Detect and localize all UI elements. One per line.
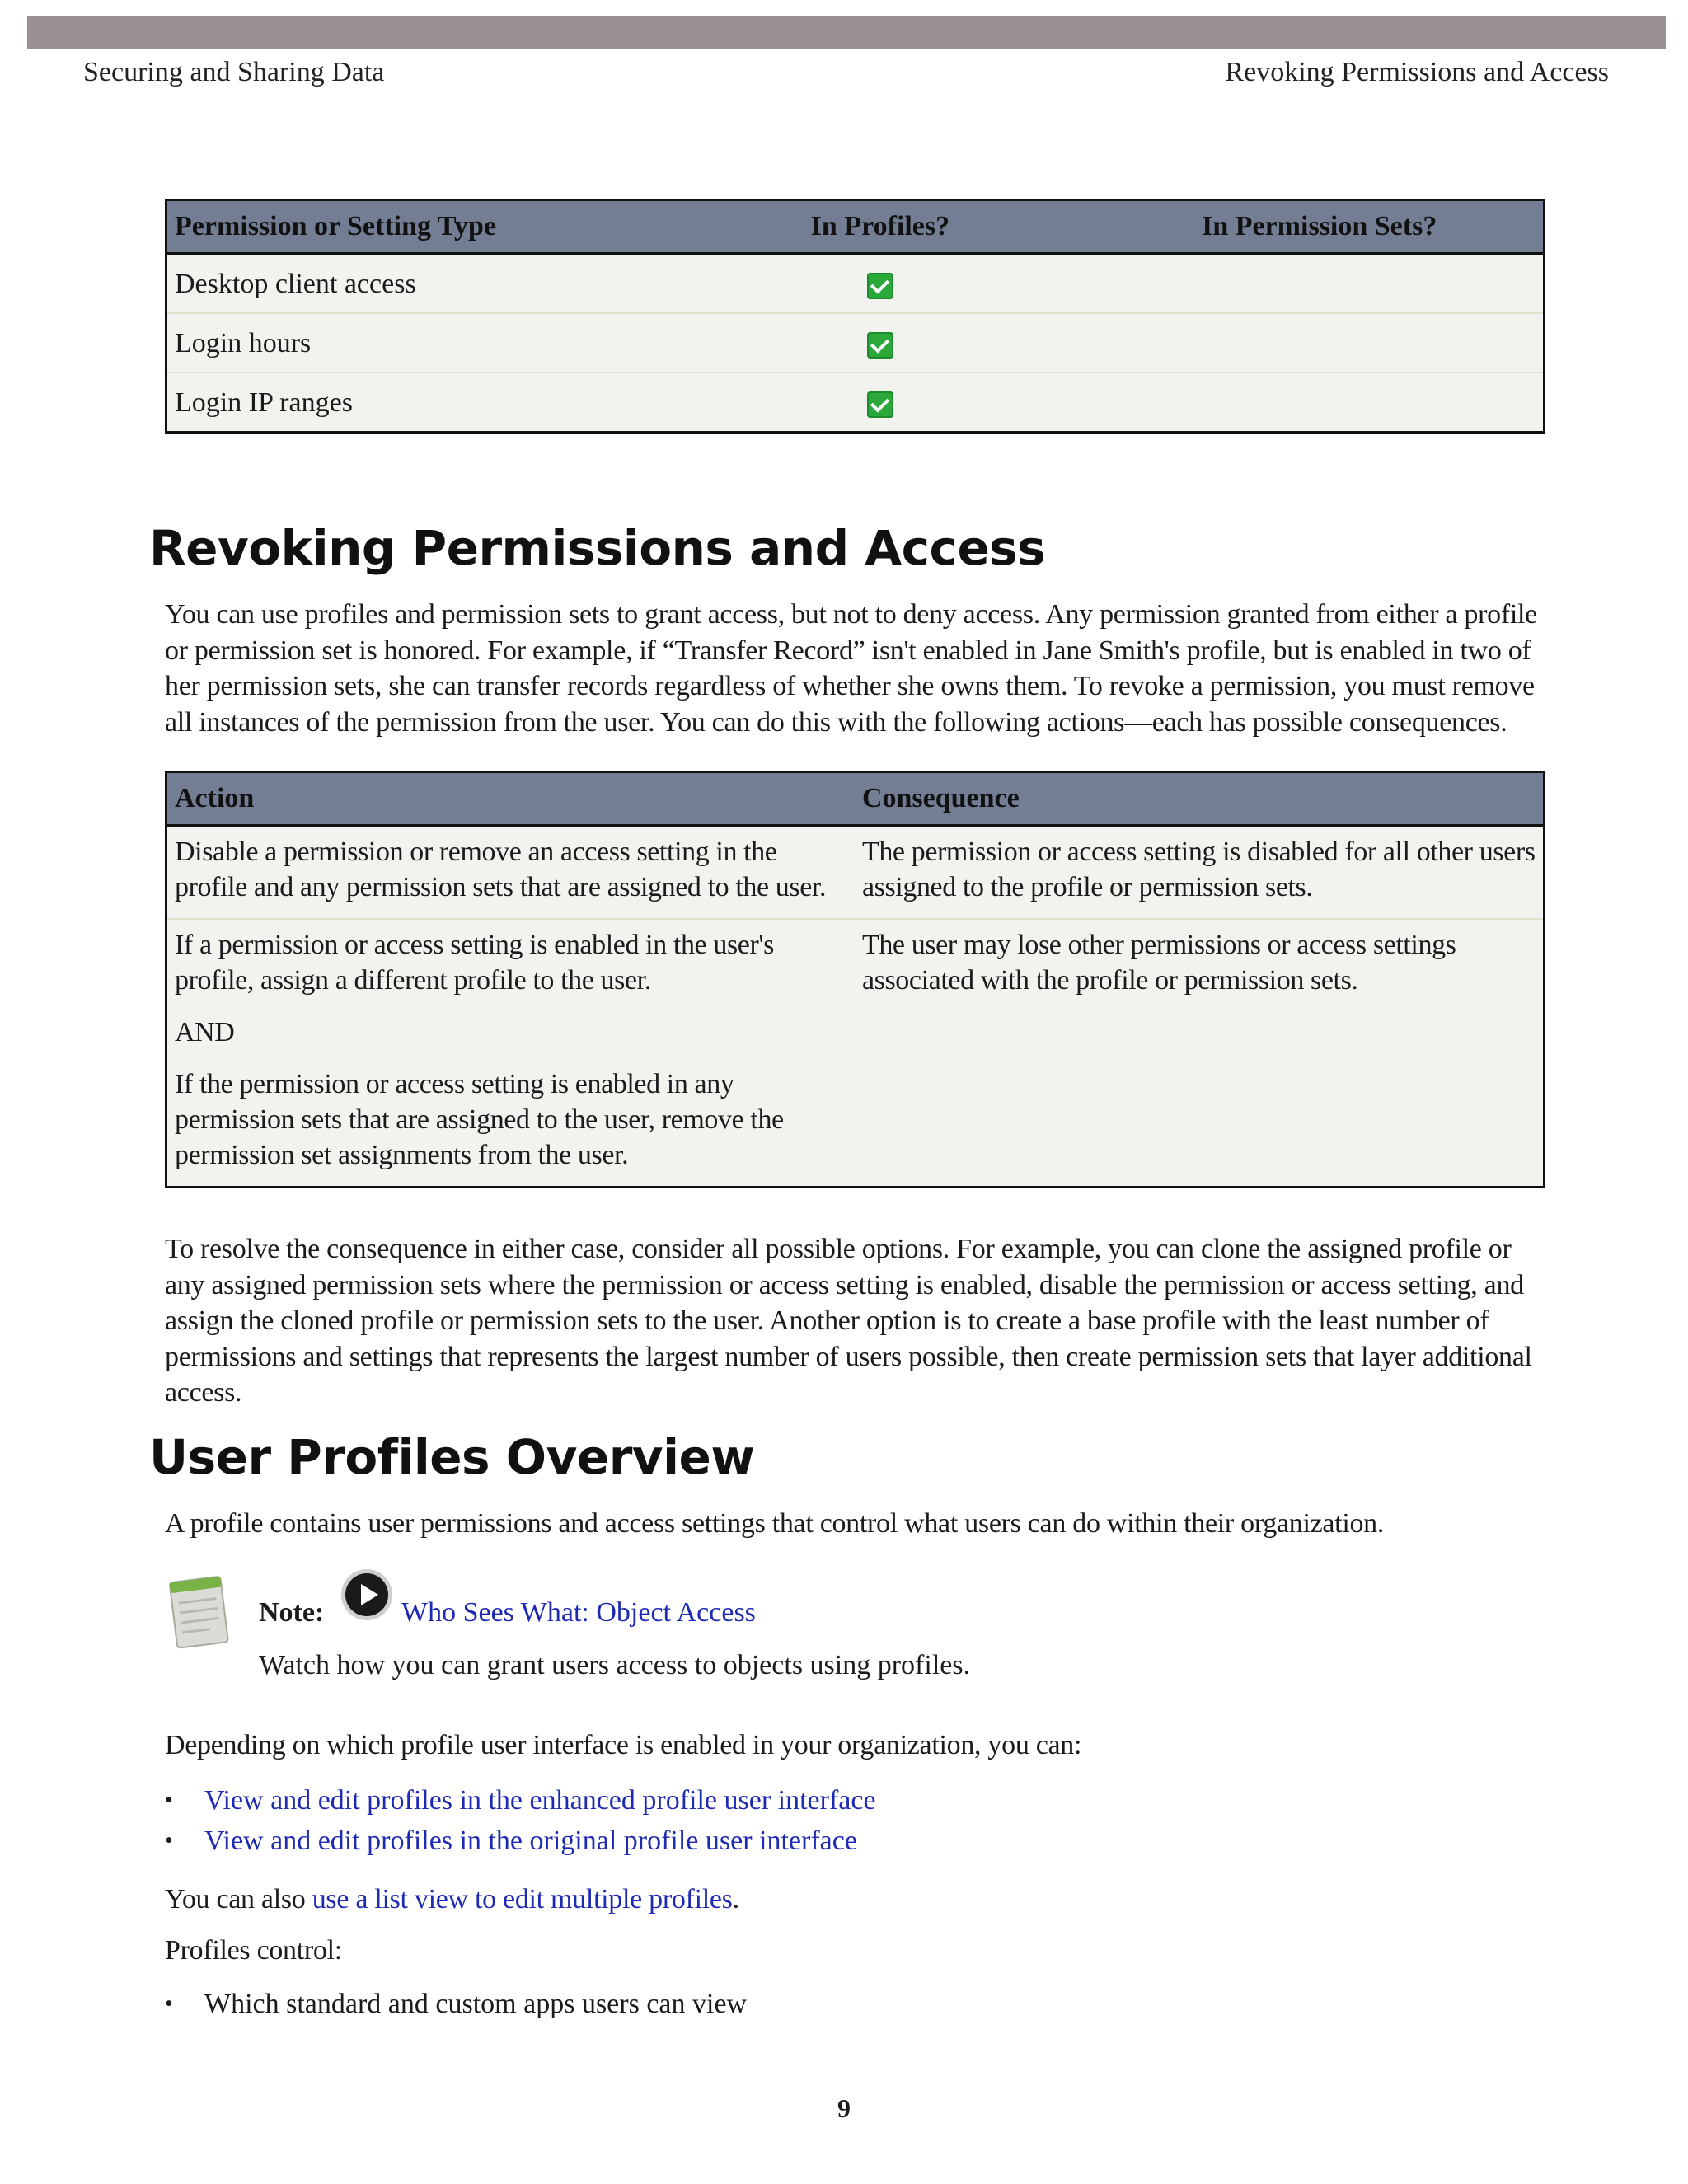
consequence-cell: The permission or access setting is disabled for all other users assigned to the profile or permission sets. xyxy=(855,826,1545,920)
column-header: Consequence xyxy=(855,772,1545,826)
column-header: In Permission Sets? xyxy=(1095,200,1544,254)
consequence-cell: The user may lose other permissions or access settings associated with the profile or permission sets. xyxy=(855,919,1545,1188)
list-view-paragraph xyxy=(165,1882,1550,1918)
revoking-intro-paragraph: You can use profiles and permission sets to grant access, but not to deny access. Any permission granted from either a profile or permission set is honored. For example, if “Transfer Record” isn't enabled in Jane Smith's profile, but is enabled in two of her permission sets, she can transfer records regardless of whether she owns them. To revoke a permission, you must remove all instances of the permission from the user. You can do this with the following actions—each has possible consequences. xyxy=(165,599,1537,738)
action-text: AND xyxy=(175,1017,235,1047)
profiles-control-label: Profiles control: xyxy=(165,1935,342,1966)
list-view-edit-link[interactable]: use a list view to edit multiple profiles xyxy=(312,1884,733,1915)
who-sees-what-video-link[interactable]: Who Sees What: Object Access xyxy=(401,1597,756,1628)
note-label: Note: xyxy=(259,1597,325,1628)
table-row xyxy=(166,826,1545,920)
in-permission-sets-cell xyxy=(1095,254,1544,314)
also-prefix-text: You can also xyxy=(165,1884,312,1915)
list-item: • Which standard and custom apps users can view xyxy=(165,1984,747,2024)
action-text: Disable a permission or remove an access setting in the profile and any permission sets that are assigned to the user. xyxy=(175,837,827,902)
note-description: Watch how you can grant users access to objects using profiles. xyxy=(259,1650,971,1680)
section-title-revoking: Revoking Permissions and Access xyxy=(149,520,1046,576)
permission-type-cell: Desktop client access xyxy=(166,254,665,314)
page-top-bar xyxy=(27,16,1666,49)
table-header-row xyxy=(166,772,1545,826)
note-icon xyxy=(165,1568,236,1653)
column-header: Permission or Setting Type xyxy=(166,200,665,254)
action-consequence-table xyxy=(165,771,1545,1188)
action-text: If a permission or access setting is enabled in the user's profile, assign a different profile to the user. xyxy=(175,930,774,996)
permission-type-table xyxy=(165,199,1545,434)
running-header-right: Revoking Permissions and Access xyxy=(1225,57,1609,87)
permission-type-cell: Login IP ranges xyxy=(166,373,665,433)
profiles-control-list xyxy=(165,1984,747,2024)
action-cell xyxy=(166,919,855,1188)
table-row xyxy=(166,919,1545,1188)
action-cell xyxy=(166,826,855,920)
table-row xyxy=(166,373,1545,433)
profile-ui-links-list xyxy=(165,1780,876,1861)
enhanced-profile-ui-link[interactable]: View and edit profiles in the enhanced profile user interface xyxy=(204,1785,876,1816)
action-text: If the permission or access setting is enabled in any permission sets that are assigned to the user, remove the permission set assignments from the user. xyxy=(175,1069,784,1170)
column-header: In Profiles? xyxy=(664,200,1095,254)
table-row xyxy=(166,313,1545,373)
page-number: 9 xyxy=(837,2093,851,2123)
permission-type-cell: Login hours xyxy=(166,313,665,373)
original-profile-ui-link[interactable]: View and edit profiles in the original profile user interface xyxy=(204,1825,857,1856)
resolve-paragraph: To resolve the consequence in either case, consider all possible options. For example, you can clone the assigned profile or any assigned permission sets where the permission or access setting is enabled, disable the permission or access setting, and assign the cloned profile or permission sets to the user. Another option is to create a base profile with the least number of permissions and settings that represents the largest number of users possible, then create permission sets that layer additional access. xyxy=(165,1234,1532,1408)
table-row xyxy=(166,254,1545,314)
section-title-user-profiles: User Profiles Overview xyxy=(149,1429,755,1485)
checkmark-icon xyxy=(867,273,893,299)
profiles-intro-paragraph: A profile contains user permissions and access settings that control what users can do within their organization. xyxy=(165,1508,1385,1539)
in-permission-sets-cell xyxy=(1095,313,1544,373)
checkmark-icon xyxy=(867,332,893,359)
in-profiles-cell xyxy=(664,373,1095,433)
depending-paragraph: Depending on which profile user interface is enabled in your organization, you can: xyxy=(165,1730,1082,1760)
running-header-left: Securing and Sharing Data xyxy=(83,57,385,87)
table-header-row xyxy=(166,200,1545,254)
in-permission-sets-cell xyxy=(1095,373,1544,433)
column-header: Action xyxy=(166,772,855,826)
list-item xyxy=(165,1780,876,1821)
play-video-icon[interactable] xyxy=(340,1568,394,1622)
checkmark-icon xyxy=(867,391,893,418)
also-suffix-text: . xyxy=(732,1884,739,1915)
in-profiles-cell xyxy=(664,254,1095,314)
list-item xyxy=(165,1821,876,1861)
in-profiles-cell xyxy=(664,313,1095,373)
